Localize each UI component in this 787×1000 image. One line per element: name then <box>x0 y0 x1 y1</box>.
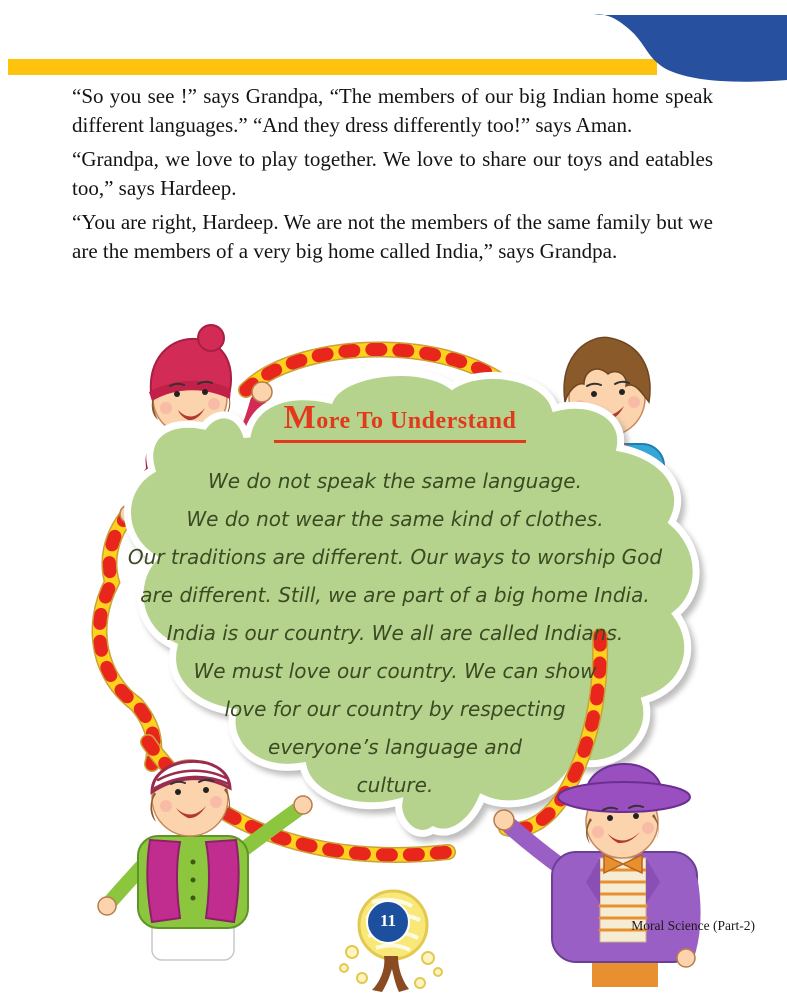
panel-line: love for our country by respecting <box>224 697 566 721</box>
footer-book-title: Moral Science (Part-2) <box>631 918 755 933</box>
panel-line: We do not wear the same kind of clothes. <box>186 507 604 531</box>
panel-heading: More To Understand <box>274 399 527 443</box>
panel-line: We must love our country. We can show <box>193 659 597 683</box>
story-paragraph-1: “So you see !” says Grandpa, “The members of our big Indian home speak different languages.” “And they dress differently too!” says Aman. <box>72 84 713 137</box>
tree-trunk <box>372 956 409 992</box>
page-number: 11 <box>379 911 397 930</box>
panel-line: Our traditions are different. Our ways to worship God <box>127 545 663 569</box>
panel-line: everyone’s language and <box>268 735 522 759</box>
page-number-badge <box>340 891 442 992</box>
panel-line: India is our country. We all are called Indians. <box>166 621 624 645</box>
panel-heading-wrap <box>105 399 695 443</box>
panel-text <box>95 462 695 804</box>
story-paragraph-3: “You are right, Hardeep. We are not the members of the same family but we are the members of a very big home called India,” says Grandpa. <box>72 210 713 263</box>
panel-line: We do not speak the same language. <box>208 469 582 493</box>
panel-line: are different. Still, we are part of a big home India. <box>140 583 650 607</box>
story-paragraph-2: “Grandpa, we love to play together. We love to share our toys and eatables too,” says Hardeep. <box>72 147 713 200</box>
beanie-bobble <box>198 325 224 351</box>
panel-line: culture. <box>356 773 434 797</box>
